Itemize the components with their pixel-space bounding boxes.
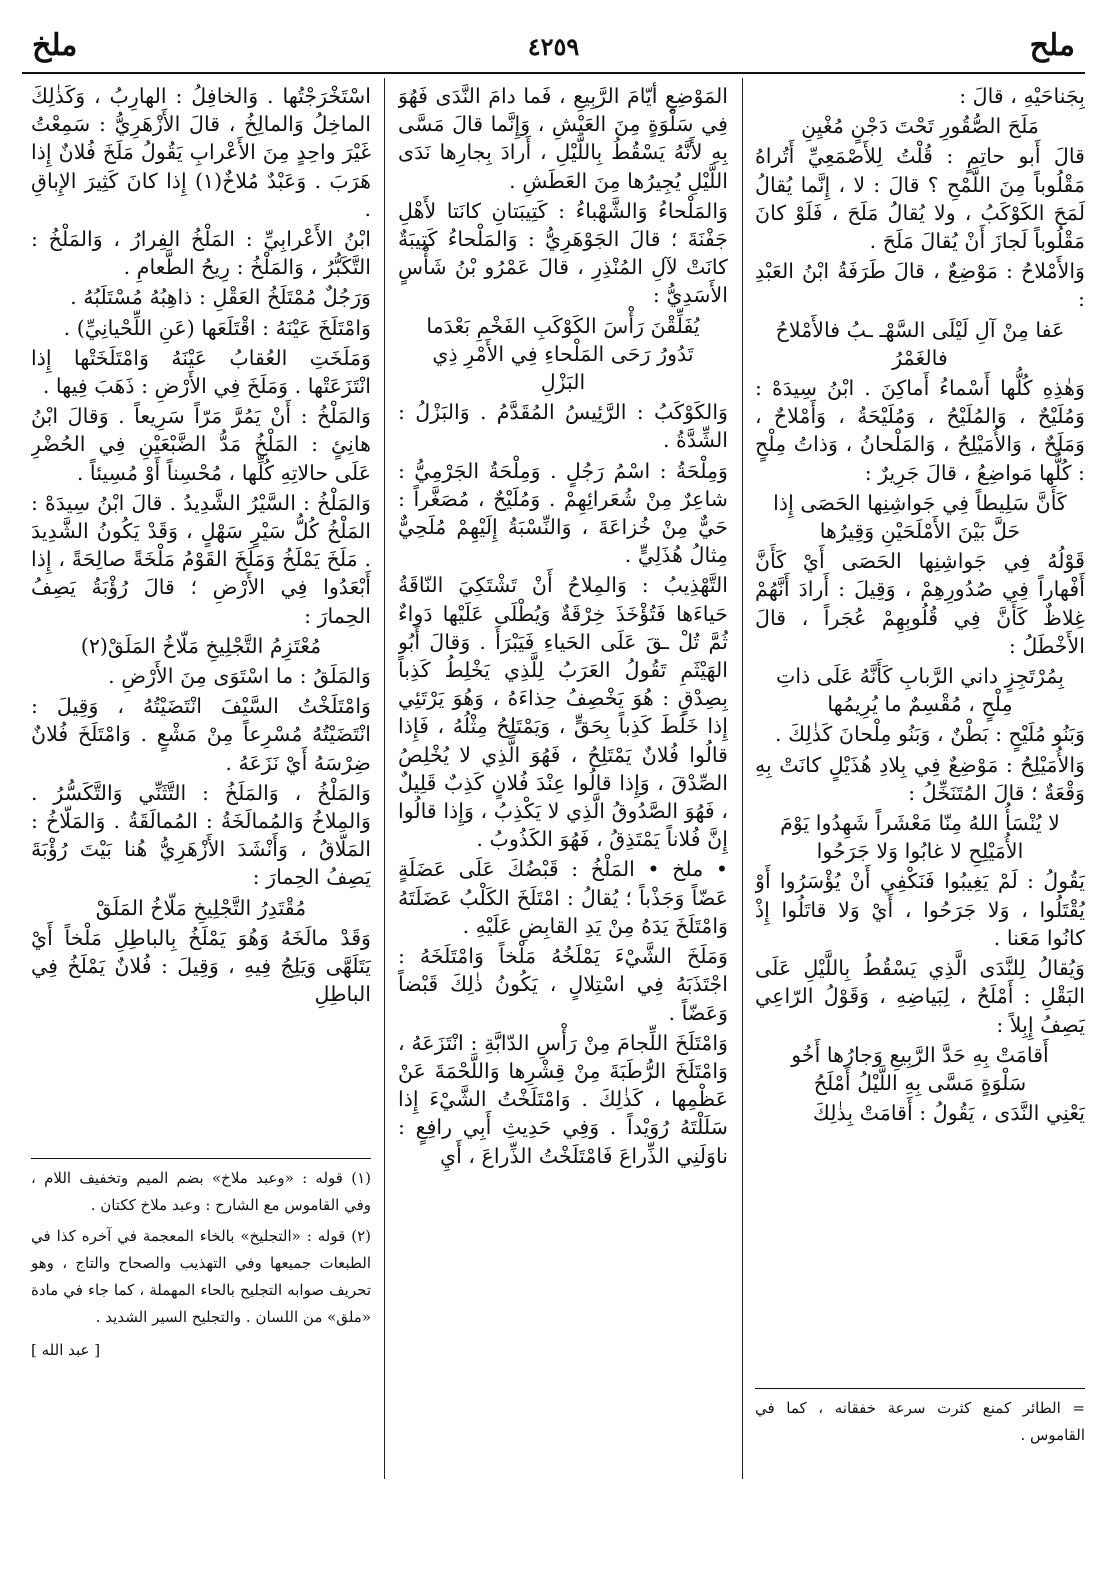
paragraph: وَقَدْ مالَخَهُ وَهُوَ يَمْلَخُ بِالباطِلِ مَلْخاً أَيْ يَتَلَهَّى وَيَلِجُ فِيهِ ، وَقِيلَ : فُلانٌ يَمْلَخُ فِي الباطِلِ	[31, 925, 371, 1007]
paragraph: يَقُولُ : لَمْ يَغِيبُوا فَنَكْفِي أَنْ يُؤْسَرُوا أَوْ يُقْتَلُوا ، وَلا جَرَحُوا ، أَيْ وَلا قاتَلُوا إِذْ كانُوا مَعَنا .	[755, 869, 1085, 950]
paragraph: وَالمَلَقُ : ما اسْتَوَى مِنَ الأَرْضِ .	[108, 664, 371, 689]
paragraph: بِجَناحَيْهِ ، قالَ :	[959, 84, 1085, 108]
footnote-continuation: = الطائر كمنع كثرت سرعة خفقانه ، كما في القاموس .	[755, 1399, 1085, 1444]
verse: مَلَحَ الصُّقُورِ تَحْتَ دَجْنٍ مُغْيِنِ	[801, 114, 1039, 139]
headword-right: ملح	[1029, 28, 1075, 63]
paragraph: وَهٰذِهِ كُلُّها أَسْماءُ أَماكِنَ . ابْنُ سِيدَهْ : وَمُلَيْحٌ ، وَالمُلَيْحُ ، وَمُلَيْحَةُ ، وَأَمْلاحٌ ، وَمَلَحٌ ، وَالأُمَيْلِحُ ، وَالمَلْحانُ ، وَذاتُ مِلْحٍ : كُلُّها مَواضِعُ ، قالَ جَرِيرٌ :	[755, 376, 1085, 485]
paragraph: المَوْضِعِ أَيّامَ الرَّبِيعِ ، فَما دامَ النَّدَى فَهُوَ فِي سَلْوَةٍ مِنَ العَيْشِ ، وَإِنَّما قالَ مَسَّى بِهِ لأَنَّهُ يَسْقُطُ بِاللَّيْلِ ، أَرادَ بِجارِها نَدَى اللَّيْلِ يُجِيرُها مِنَ العَطَشِ .	[398, 84, 728, 193]
paragraph: وَالمَلْحاءُ وَالشَّهْباءُ : كَتِيبَتانِ كانَتا لأَهْلِ جَفْنَةَ ؛ قالَ الجَوْهَرِيُّ : وَالمَلْحاءُ كَتِيبَةٌ كانَتْ لآلِ المُنْذِرِ ، قالَ عَمْرُو بْنُ شَأْسٍ الأَسَدِيُّ :	[398, 198, 728, 308]
footnote-separator	[31, 1158, 371, 1159]
paragraph: وَالمَلْخُ : السَّيْرُ الشَّدِيدُ . قالَ ابْنُ سِيدَهْ : المَلْخُ كُلُّ سَيْرٍ سَهْلٍ ، وَقَدْ يَكُونُ الشَّدِيدَ . مَلَخَ يَمْلَخُ وَمَلَخَ القَوْمُ مَلْخَةً صالِحَةً ، إِذا أَبْعَدُوا فِي الأَرْضِ ؛ قالَ رُؤْبَةُ يَصِفُ الحِمارَ :	[31, 490, 371, 628]
paragraph: اسْتَخْرَجْتُها . وَالخافِلُ : الهارِبُ ، وَكَذٰلِكَ الماخِلُ وَالمالِخُ ، قالَ الأَزْهَرِيُّ : سَمِعْتُ غَيْرَ واحِدٍ مِنَ الأَعْرابِ يَقُولُ مَلَخَ فُلانٌ إِذا هَرَبَ . وَعَبْدٌ مُلاخٌ(١) إِذا كانَ كَثِيرَ الإِباقِ .	[31, 84, 371, 221]
paragraph: وَالمَلْخُ ، وَالمَلَخُ : التَّثَنِّي وَالتَّكَسُّرُ . وَالمِلاخُ وَالمُمالَخَةُ : المُمالَقَةُ . وَالمَلّاخُ : المَلّاقُ ، وَأَنْشَدَ الأَزْهَرِيُّ هُنا بَيْتَ رُؤْبَةَ يَصِفُ الحِمارَ :	[31, 780, 371, 890]
paragraph: وَالأَمْلاحُ : مَوْضِعٌ ، قالَ طَرَفَةُ ابْنُ العَبْدِ :	[755, 259, 1085, 312]
paragraph: وَامْتَلَخْتُ السَّيْفَ انْتَضَيْتُهُ ، وَقِيلَ : انْتَضَيْتُهُ مُسْرِعاً مِنْ مَشْعٍ . وَامْتَلَخَ فُلانٌ ضِرْسَهُ أَيْ نَزَعَهُ .	[31, 694, 371, 775]
footnote-continuation-block	[755, 1388, 1085, 1453]
verse: لا يُنْسَأُ اللهُ مِنّا مَعْشَراً شَهِدُوا يَوْمَ الأُمَيْلِحِ لا غابُوا وَلا جَرَحُوا	[780, 811, 1060, 864]
column-left	[31, 82, 371, 1159]
verse: بِمُرْتَجِزٍ داني الرَّبابِ كَأَنَّهُ عَلَى ذاتِ مِلْحٍ ، مُقْسِمٌ ما يُرِيمُها	[775, 664, 1065, 717]
headword-left: ملخ	[32, 28, 78, 63]
paragraph: وَرَجُلٌ مُمْتَلَخُ العَقْلِ : ذاهِبُهُ مُسْتَلَبُهُ .	[70, 285, 371, 310]
paragraph: ابْنُ الأَعْرابِيِّ : المَلْخُ الفِرارُ ، وَالمَلْخُ : التَّكَبُّرُ ، وَالمَلْخُ : رِيحُ الطَّعامِ .	[31, 227, 371, 280]
paragraph: وَمَلَخَتِ العُقابُ عَيْنَهُ وَامْتَلَخَتْها إِذا انْتَزَعَتْها . وَمَلَخَ فِي الأَرْضِ : ذَهَبَ فِيها .	[31, 345, 371, 399]
entry-heading-paragraph: • ملخ • المَلْخُ : قَبْضُكَ عَلَى عَضَلَةٍ عَضّاً وَجَذْباً ؛ يُقالُ : امْتَلَخَ الكَلْبُ عَضَلَتَهُ وَامْتَلَخَ يَدَهُ مِنْ يَدِ القابِضِ عَلَيْهِ .	[398, 857, 728, 938]
paragraph: يَعْنِي النَّدَى ، يَقُولُ : أَقامَتْ بِذٰلِكَ	[812, 1101, 1085, 1126]
paragraph: وَالكَوْكَبُ : الرَّئِيسُ المُقَدَّمُ . وَالبَزْلُ : الشِّدَّةُ .	[398, 400, 728, 453]
verse: يُفَلِّقْنَ رَأْسَ الكَوْكَبِ الفَخْمِ بَعْدَما تَدُورُ رَحَى المَلْحاءِ فِي الأَمْرِ ذِي البَزْلِ	[426, 313, 700, 395]
paragraph: التَّهْذِيبُ : وَالمِلاحُ أَنْ تَشْتَكِيَ النّاقَةُ حَياءَها فَتُؤْخَذَ خِرْقَةٌ وَيُطْلَى عَلَيْها دَواءٌ ثُمَّ تُلْ ـقَ عَلَى الحَياءِ فَيَبْرَأَ . وَقالَ أَبُو الهَيْثَمِ تَقُولُ العَرَبُ لِلَّذِي يَخْلِطُ كَذِباً بِصِدْقٍ : هُوَ يَخْصِفُ حِذاءَهُ ، وَهُوَ يَرْتَئِي إِذا خَلَطَ كَذِباً بِحَقٍّ ، وَيَمْتَلِحُ مِثْلُهُ ، فَإِذا قالُوا فُلانٌ يَمْتَلِحُ ، فَهُوَ الَّذِي لا يُخْلِصُ الصِّدْقَ ، وَإِذا قالُوا عِنْدَ فُلانٍ كَذِبٌ قَلِيلٌ ، فَهُوَ الصَّدُوقُ الَّذِي لا يَكْذِبُ ، وَإِذا قالُوا إِنَّ فُلاناً يَمْتَذِقُ ، فَهُوَ الكَذُوبُ .	[398, 573, 728, 852]
paragraph: وَمِلْحَةُ : اسْمُ رَجُلٍ . وَمِلْحَةُ الجَرْمِيُّ : شاعِرٌ مِنْ شُعَرائِهِمْ . وَمُلَيْحٌ ، مُصَغَّراً : حَيٌّ مِنْ خُزاعَةَ ، وَالنِّسْبَةُ إِلَيْهِمْ مُلَحِيٌّ مِثالُ هُذَلِيٍّ .	[398, 458, 728, 568]
paragraph: وَامْتَلَخَ عَيْنَهُ : اقْتَلَعَها (عَنِ اللِّحْيانِيِّ) .	[63, 315, 371, 340]
verse: مُعْتَزِمُ التَّجْلِيخِ مَلّاخُ المَلَقْ(٢)	[80, 633, 322, 658]
editor-signature: [ عبد الله ]	[31, 1341, 101, 1359]
header-rule	[22, 72, 1085, 74]
paragraph: وَالأُمَيْلِحُ : مَوْضِعٌ فِي بِلادِ هُذَيْلٍ كانَتْ بِهِ وَقْعَةٌ ؛ قالَ المُتَنَخِّلُ :	[755, 752, 1085, 805]
page-header	[22, 28, 1085, 72]
paragraph: وَامْتَلَخَ اللِّجامَ مِنْ رَأْسِ الدّابَّةِ : انْتَزَعَهُ ، وَامْتَلَخَ الرُّطَبَةَ مِنْ قِشْرِها وَاللَّحْمَةَ عَنْ عَظْمِها ، كَذٰلِكَ . وَامْتَلَخْتُ الشَّيْءَ إِذا سَلَلْتَهُ رُوَيْداً . وَفِي حَدِيثِ أَبِي رافِعٍ : ناوَلَنِي الذِّراعَ فَامْتَلَخْتُ الذِّراعَ ، أَيِ	[398, 1030, 728, 1168]
footnotes	[31, 1158, 371, 1479]
paragraph: وَيُقالُ لِلنَّدَى الَّذِي يَسْقُطُ بِاللَّيْلِ عَلَى البَقْلِ : أَمْلَحُ ، لِبَياضِهِ ، وَقَوْلُ الرّاعِي يَصِفُ إِبِلاً :	[755, 956, 1085, 1037]
paragraph: وَبَنُو مُلَيْحٍ : بَطْنٌ ، وَبَنُو مِلْحانَ كَذٰلِكَ .	[774, 722, 1085, 747]
column-middle	[398, 82, 728, 1449]
footnote-2: (٢) قوله : «التجليخ» بالخاء المعجمة في آخره كذا في الطبعات جميعها وفي التهذيب والصحاح والتاج ، وهو تحريف صوابه التجليح بالحاء المهملة ، كما جاء في مادة «ملق» من اللسان . والتجليح السير الشديد .	[31, 1227, 371, 1326]
footnote-separator	[755, 1388, 1085, 1389]
paragraph: وَالمَلْخُ : أَنْ يَمُرَّ مَرّاً سَرِيعاً . وَقالَ ابْنُ هانِئٍ : المَلْخُ مَدُّ الضَّبْعَيْنِ فِي الحُضْرِ عَلَى حالاتِهِ كُلِّها ، مُحْسِناً أَوْ مُسِيئاً .	[31, 404, 371, 485]
paragraph: وَمَلَخَ الشَّيْءَ يَمْلَخُهُ مَلْخاً وَامْتَلَخَهُ : اجْتَذَبَهُ فِي اسْتِلالٍ ، يَكُونُ ذٰلِكَ قَبْضاً وَعَضّاً .	[398, 944, 728, 1025]
column-right	[755, 82, 1085, 1449]
page-number: ٤٢٥٩	[527, 32, 580, 61]
verse: كَأَنَّ سَلِيطاً فِي جَواشِنِها الحَصَى إِذا حَلَّ بَيْنَ الأَمْلَحَيْنِ وَقِيرُها	[773, 490, 1067, 544]
column-divider	[384, 78, 385, 1479]
verse: عَفا مِنْ آلِ لَيْلَى السَّهْـ ـبُ فالأَمْلاحُ فالغَمْرُ	[775, 317, 1065, 370]
verse: مُقْتَدِرُ التَّجْلِيخِ مَلّاخُ المَلَقْ	[95, 895, 307, 920]
paragraph: قَوْلُهُ فِي جَواشِنِها الحَصَى أَيْ كَأَنَّ أَفْهاراً فِي صُدُورِهِمْ ، وَقِيلَ : أَرادَ أَنَّهُمْ غِلاظٌ كَأَنَّ فِي قُلُوبِهِمْ عُجَراً ، قالَ الأَخْطَلُ :	[755, 549, 1085, 658]
verse: أَقامَتْ بِهِ حَدَّ الرَّبِيعِ وَجارُها أَخُو سَلْوَةٍ مَسَّى بِهِ اللَّيْلُ أَمْلَحُ	[791, 1042, 1049, 1095]
paragraph: قالَ أَبو حاتِمٍ : قُلْتُ لِلأَصْمَعِيِّ أَتُراهُ مَقْلُوباً مِنَ اللَّمْحِ ؟ قالَ : لا ، إِنَّما يُقالُ لَمَحَ الكَوْكَبُ ، ولا يُقالُ مَلَحَ ، فَلَوْ كانَ مَقْلُوباً لَجازَ أَنْ يُقالَ مَلَحَ .	[755, 144, 1085, 254]
column-divider	[742, 78, 743, 1479]
footnote-1: (١) قوله : «وعبد ملاخ» بضم الميم وتخفيف اللام ، وفي القاموس مع الشارح : وعبد ملاخ ككتان .	[31, 1169, 371, 1214]
